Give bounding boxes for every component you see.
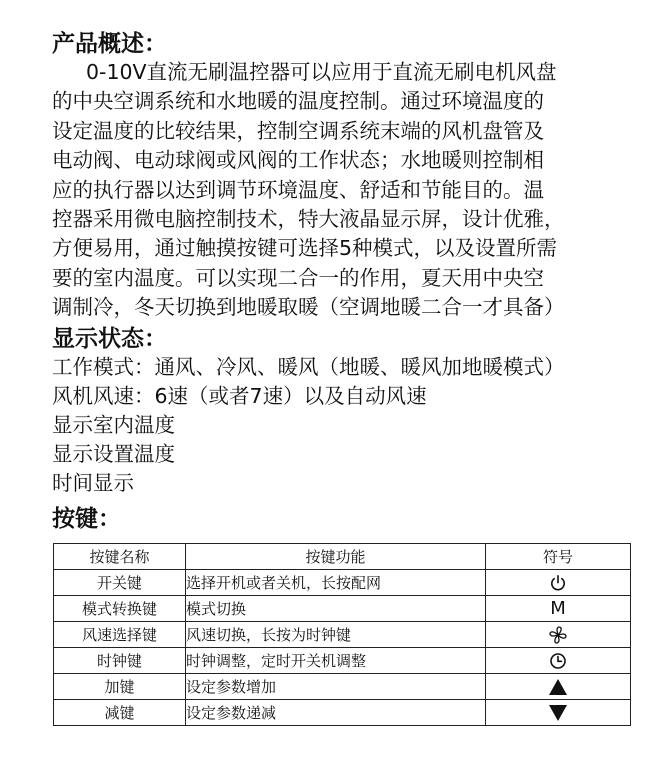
overview-line: 方便易用，通过触摸按键可选择5种模式，以及设置所需 xyxy=(52,236,558,261)
header-key-name: 按键名称 xyxy=(54,544,186,570)
table-row xyxy=(54,596,631,622)
display-list xyxy=(52,353,565,498)
keys-heading: 按键： xyxy=(52,506,121,532)
fan-icon xyxy=(548,625,568,645)
key-function: 设定参数增加 xyxy=(186,674,486,700)
key-symbol xyxy=(486,674,631,700)
key-name: 时钟键 xyxy=(54,648,186,674)
table-row xyxy=(54,674,631,700)
overview-line: 要的室内温度。可以实现二合一的作用，夏天用中央空 xyxy=(52,265,544,290)
table-row xyxy=(54,700,631,726)
key-name: 减键 xyxy=(54,700,186,726)
overview-line: 电动阀、电动球阀或风阀的工作状态；水地暖则控制相 xyxy=(52,148,544,173)
display-heading: 显示状态： xyxy=(52,326,167,352)
display-item: 显示室内温度 xyxy=(52,413,175,437)
keys-table xyxy=(53,543,631,726)
table-header-row xyxy=(54,544,631,570)
overview-line: 的中央空调系统和水地暖的温度控制。通过环境温度的 xyxy=(52,89,544,114)
key-name: 开关键 xyxy=(54,570,186,596)
overview-line: 调制冷，冬天切换到地暖取暖（空调地暖二合一才具备） xyxy=(52,295,565,320)
key-name: 加键 xyxy=(54,674,186,700)
header-key-function: 按键功能 xyxy=(186,544,486,570)
key-function: 风速切换，长按为时钟键 xyxy=(186,622,486,648)
table-row xyxy=(54,648,631,674)
key-symbol xyxy=(486,596,631,622)
display-item: 时间显示 xyxy=(52,471,134,495)
overview-paragraph xyxy=(52,58,642,323)
key-function: 时钟调整，定时开关机调整 xyxy=(186,648,486,674)
overview-heading: 产品概述： xyxy=(52,31,167,57)
table-row xyxy=(54,570,631,596)
power-icon xyxy=(549,574,567,592)
overview-line: 设定温度的比较结果，控制空调系统末端的风机盘管及 xyxy=(52,118,544,143)
clock-icon xyxy=(549,652,567,670)
key-function: 模式切换 xyxy=(186,596,486,622)
overview-line: 控器采用微电脑控制技术，特大液晶显示屏，设计优雅， xyxy=(52,207,565,232)
overview-line: 应的执行器以达到调节环境温度、舒适和节能目的。温 xyxy=(52,177,544,202)
display-item: 显示设置温度 xyxy=(52,442,175,466)
table-row xyxy=(54,622,631,648)
triangle-up-icon xyxy=(548,678,568,696)
key-symbol xyxy=(486,622,631,648)
triangle-down-icon xyxy=(548,704,568,722)
key-symbol xyxy=(486,570,631,596)
header-symbol: 符号 xyxy=(486,544,631,570)
display-item: 风机风速：6速（或者7速）以及自动风速 xyxy=(52,384,427,408)
key-name: 风速选择键 xyxy=(54,622,186,648)
display-item: 工作模式：通风、冷风、暖风（地暖、暖风加地暖模式） xyxy=(52,355,565,379)
overview-line: 0-10V直流无刷温控器可以应用于直流无刷电机风盘 xyxy=(86,60,557,84)
key-symbol xyxy=(486,700,631,726)
mode-m-icon: M xyxy=(550,598,566,619)
key-symbol xyxy=(486,648,631,674)
key-function: 设定参数递减 xyxy=(186,700,486,726)
key-function: 选择开机或者关机，长按配网 xyxy=(186,570,486,596)
key-name: 模式转换键 xyxy=(54,596,186,622)
